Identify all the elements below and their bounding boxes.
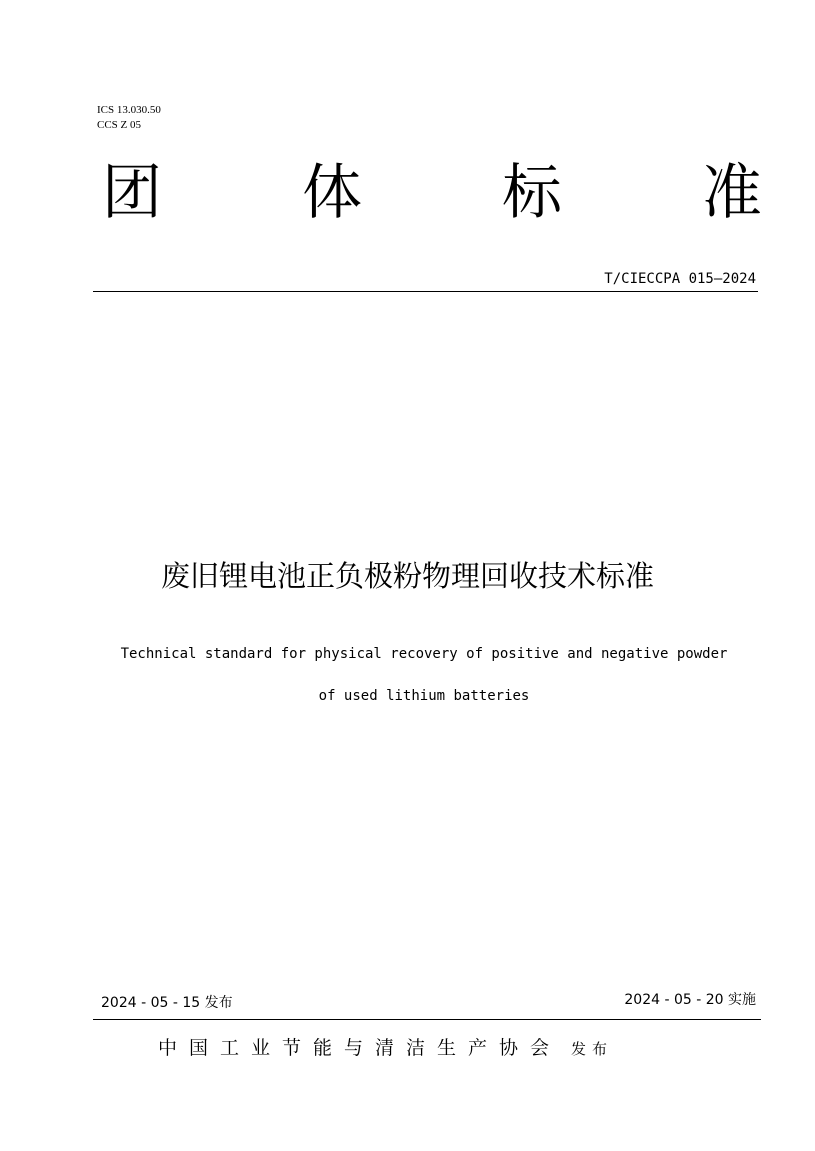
bottom-divider bbox=[93, 1019, 761, 1020]
classification-codes bbox=[97, 103, 161, 133]
standard-number: T/CIECCPA 015—2024 bbox=[604, 271, 756, 287]
top-divider bbox=[93, 291, 758, 292]
publisher-line bbox=[158, 1034, 613, 1063]
publisher-action: 发布 bbox=[571, 1040, 614, 1058]
heading-char-3: 标 bbox=[502, 158, 562, 228]
ics-code: ICS 13.030.50 bbox=[97, 104, 161, 116]
publisher-name: 中国工业节能与清洁生产协会 bbox=[158, 1037, 562, 1059]
ccs-code: CCS Z 05 bbox=[97, 119, 142, 131]
heading-char-2: 体 bbox=[302, 158, 362, 228]
title-chinese: 废旧锂电池正负极粉物理回收技术标准 bbox=[160, 559, 654, 593]
title-english-line-2: of used lithium batteries bbox=[318, 688, 530, 704]
title-english-line-1: Technical standard for physical recovery of positive and negative powder bbox=[120, 646, 728, 662]
issue-date: 2024 - 05 - 15 发布 bbox=[101, 995, 233, 1011]
heading-char-1: 团 bbox=[102, 158, 162, 228]
document-type-heading bbox=[0, 160, 815, 230]
implementation-date: 2024 - 05 - 20 实施 bbox=[624, 992, 756, 1008]
heading-char-4: 准 bbox=[702, 158, 762, 228]
